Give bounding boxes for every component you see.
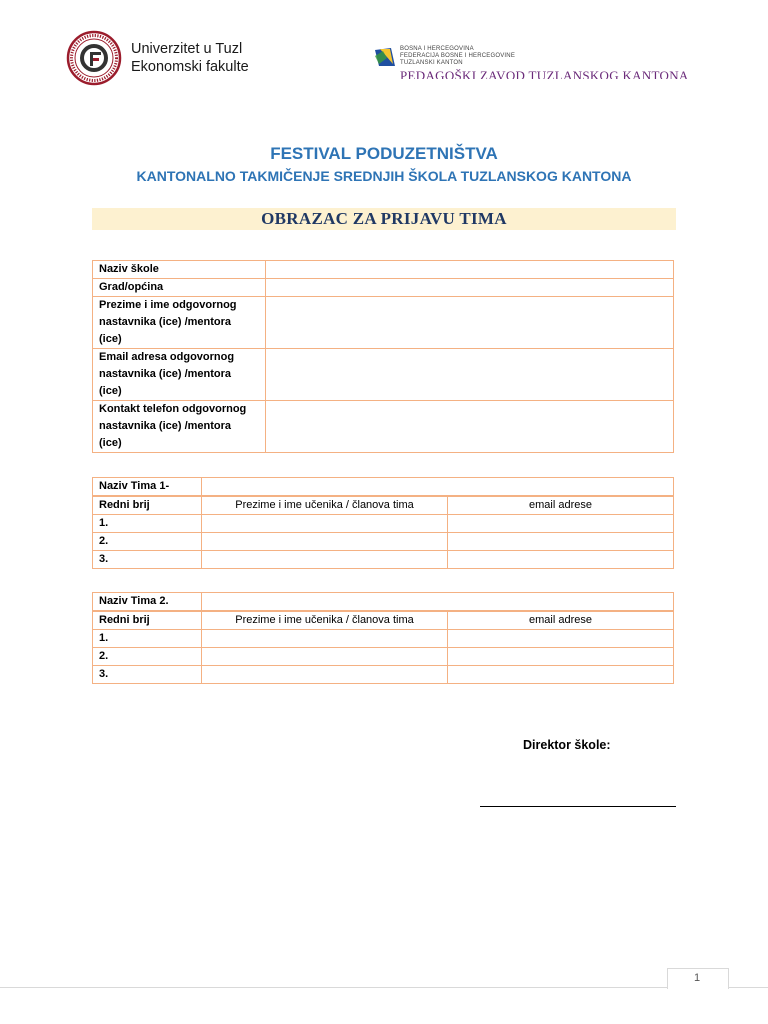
team2-table [92,592,674,684]
signature-line[interactable] [480,806,676,807]
table-row [93,279,674,297]
row-number: 3. [93,551,202,569]
mentor-email-field[interactable] [266,349,674,401]
column-header: Prezime i ime učenika / članova tima [202,496,448,515]
table-row [93,478,674,497]
column-header: Redni brij [93,611,202,630]
row-number: 2. [93,648,202,666]
member-name-field[interactable] [202,648,448,666]
column-header: email adrese [448,496,674,515]
member-email-field[interactable] [448,666,674,684]
mentor-email-label [93,349,266,401]
member-email-field[interactable] [448,533,674,551]
table-header-row [93,611,674,630]
row-number: 1. [93,515,202,533]
table-row [93,515,674,533]
column-header: Redni brij [93,496,202,515]
mentor-phone-field[interactable] [266,401,674,453]
label-line: nastavnika (ice) /mentora [99,316,232,328]
member-name-field[interactable] [202,533,448,551]
team1-name-field[interactable] [202,478,674,497]
city-field[interactable] [266,279,674,297]
university-name [131,40,249,76]
label-line: Prezime i ime odgovornog [99,299,237,311]
school-name-field[interactable] [266,261,674,279]
row-number: 2. [93,533,202,551]
footer-divider [0,987,768,988]
bih-flag-icon [373,46,397,68]
table-row [93,401,674,453]
row-number: 1. [93,630,202,648]
team1-table [92,477,674,569]
table-row [93,261,674,279]
university-name-line2: Ekonomski fakulte [131,59,249,75]
page-number: 1 [693,972,701,984]
label-line: Grad/općina [99,281,164,293]
table-row [93,297,674,349]
table-header-row [93,496,674,515]
school-info-table [92,260,674,453]
table-row [93,630,674,648]
table-row [93,648,674,666]
institute-name: PEDAGOŠKI ZAVOD TUZLANSKOG KANTONA [400,69,689,79]
label-line: (ice) [99,385,122,397]
label-line: nastavnika (ice) /mentora [99,368,232,380]
table-row [93,666,674,684]
label-line: nastavnika (ice) /mentora [99,420,232,432]
label-line: (ice) [99,437,122,449]
member-name-field[interactable] [202,515,448,533]
director-label: Direktor škole: [523,738,611,752]
festival-title: FESTIVAL PODUZETNIŠTVA [270,144,498,163]
column-header: email adrese [448,611,674,630]
mentor-name-field[interactable] [266,297,674,349]
label-line: Kontakt telefon odgovornog [99,403,247,415]
gov-line3: TUZLANSKI KANTON [400,60,463,66]
label-line: (ice) [99,333,122,345]
university-seal-logo [66,30,122,86]
member-name-field[interactable] [202,630,448,648]
label-line: Email adresa odgovornog [99,351,235,363]
mentor-phone-label [93,401,266,453]
member-email-field[interactable] [448,648,674,666]
team2-name-label: Naziv Tima 2. [93,593,202,612]
table-row [93,533,674,551]
member-name-field[interactable] [202,666,448,684]
label-line: Naziv škole [99,263,159,275]
table-row [93,593,674,612]
member-name-field[interactable] [202,551,448,569]
member-email-field[interactable] [448,630,674,648]
gov-line2: FEDERACIJA BOSNE I HERCEGOVINE [400,53,516,59]
row-number: 3. [93,666,202,684]
team2-name-field[interactable] [202,593,674,612]
member-email-field[interactable] [448,551,674,569]
competition-subtitle: KANTONALNO TAKMIČENJE SREDNJIH ŠKOLA TUZLANSKOG KANTONA [136,168,632,184]
mentor-name-label [93,297,266,349]
table-row [93,551,674,569]
team1-name-label: Naziv Tima 1- [93,478,202,497]
school-name-label [93,261,266,279]
form-title: OBRAZAC ZA PRIJAVU TIMA [261,209,507,228]
government-header [400,46,515,67]
university-name-line1: Univerzitet u Tuzl [131,41,243,57]
city-label [93,279,266,297]
member-email-field[interactable] [448,515,674,533]
table-row [93,349,674,401]
gov-line1: BOSNA I HERCEGOVINA [400,46,474,52]
column-header: Prezime i ime učenika / članova tima [202,611,448,630]
